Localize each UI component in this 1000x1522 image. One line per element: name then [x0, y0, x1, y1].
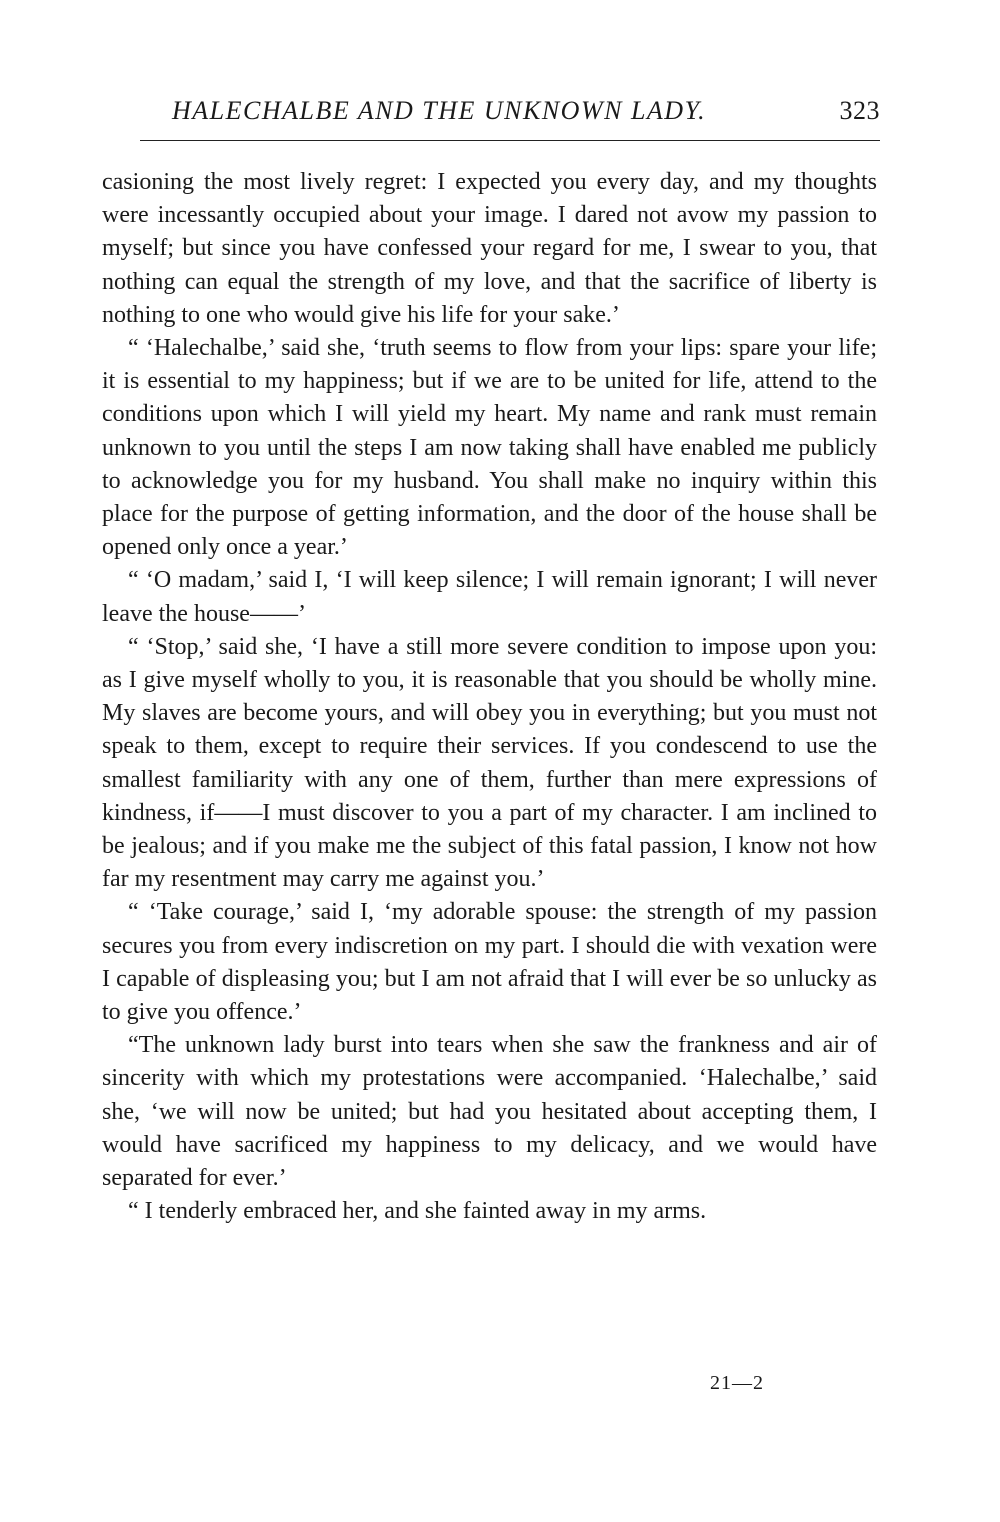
paragraph: “ ‘Halechalbe,’ said she, ‘truth seems to flow from your lips: spare your life; it is essential to my happiness; but if we are to be united for life, attend to the conditions upon which I will yield my heart. My name and rank must remain unknown to you until the steps I am now taking shall have enabled me publicly to acknowledge you for my husband. You shall make no inquiry within this place for the purpose of getting information, and the door of the house shall be opened only once a year.’ — [102, 335, 877, 561]
paragraph: “The unknown lady burst into tears when she saw the frankness and air of sincerity with which my protestations were accompanied. ‘Halechalbe,’ said she, ‘we will now be united; but had you hesitated about accepting them, I would have sacrificed my happiness to my delicacy, and we would have separated for ever.’ — [102, 1032, 877, 1192]
signature-mark: 21—2 — [710, 1372, 764, 1394]
paragraph: “ I tenderly embraced her, and she fainted away in my arms. — [128, 1198, 707, 1225]
paragraph: “ ‘Take courage,’ said I, ‘my adorable spouse: the strength of my passion secures you from every indiscretion on my part. I should die with vexation were I capable of displeasing you; but I am not afraid that I will ever be so unlucky as to give you offence.’ — [102, 899, 877, 1026]
body-text — [102, 166, 877, 1229]
paragraph-continuation: casioning the most lively regret: I expected you every day, and my thoughts were incessantly occupied about your image. I dared not avow my passion to myself; but since you have confessed your regard for me, I swear to you, that nothing can equal the strength of my love, and that the sacrifice of liberty is nothing to one who would give his life for your sake.’ — [102, 169, 877, 328]
paragraph: “ ‘O madam,’ said I, ‘I will keep silence; I will remain ignorant; I will never leave the house——’ — [102, 567, 877, 627]
running-title: HALECHALBE AND THE UNKNOWN LADY. — [172, 96, 707, 125]
header-rule — [140, 140, 880, 141]
paragraph: “ ‘Stop,’ said she, ‘I have a still more severe condition to impose upon you: as I give myself wholly to you, it is reasonable that you should be wholly mine. My slaves are become yours, and will obey you in everything; but you must not speak to them, except to require their services. If you condescend to use the smallest familiarity with any one of them, further than mere expressions of kindness, if——I must discover to you a part of my character. I am inclined to be jealous; and if you make me the subject of this fatal passion, I know not how far my resentment may carry me against you.’ — [102, 633, 877, 893]
page-number: 323 — [839, 96, 880, 125]
